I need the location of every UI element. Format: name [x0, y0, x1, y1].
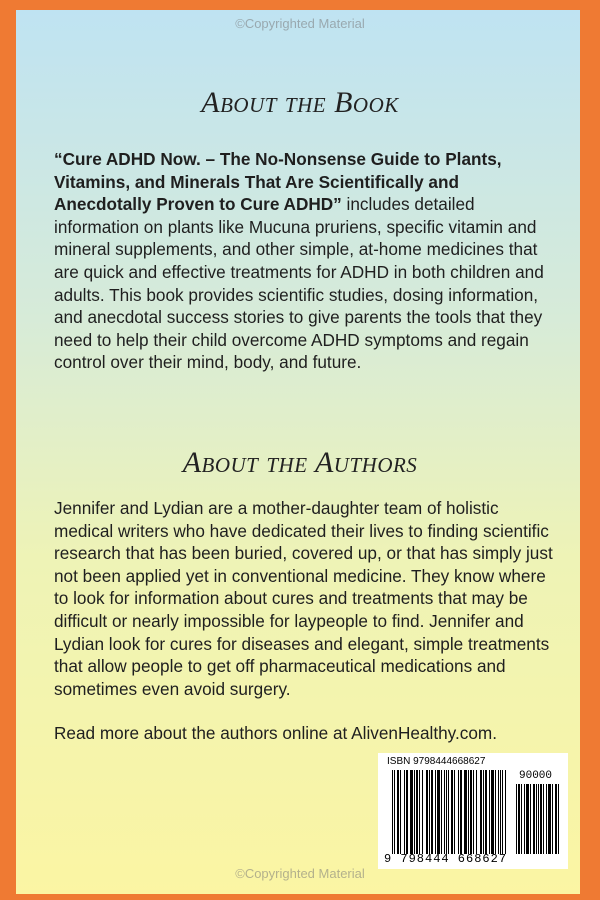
barcode-bar: [460, 770, 462, 854]
barcode-bar: [394, 770, 395, 854]
barcode-bar: [476, 770, 477, 854]
barcode-bar: [546, 784, 547, 854]
barcode-bar: [530, 784, 531, 854]
copyright-watermark-top: ©Copyrighted Material: [235, 16, 365, 31]
about-authors-heading: About the Authors: [182, 446, 418, 479]
barcode-bar: [406, 770, 408, 854]
barcode-bar: [500, 770, 501, 854]
barcode-bar: [468, 770, 469, 854]
barcode-bar: [483, 770, 484, 854]
barcode-bar: [426, 770, 428, 854]
barcode-bar: [470, 770, 472, 854]
barcode-bar: [505, 770, 506, 854]
barcode-bar: [502, 770, 503, 854]
about-book-paragraph: [54, 148, 554, 374]
barcode-bar: [491, 770, 494, 854]
barcode-bar: [416, 770, 418, 854]
barcode-bar: [448, 770, 449, 854]
barcode-bar: [495, 770, 496, 854]
barcode-bar: [458, 770, 459, 854]
barcode-addon-number: 90000: [519, 770, 553, 782]
barcode-bar: [540, 784, 542, 854]
barcode-digits: 9 798444 668627: [384, 852, 508, 866]
barcode-bar: [555, 784, 557, 854]
barcode-main-bars: [392, 770, 506, 854]
barcode-bar: [518, 784, 520, 854]
about-authors-paragraph: Jennifer and Lydian are a mother-daughter team of holistic medical writers who have dedicated their lives to finding scientific research that has been buried, covered up, or that has simply just not been applied yet in conventional medicine. They know where to look for information about cures and treatments that may be difficult or nearly impossible for laypeople to find. Jennifer and Lydian look for cures for diseases and elegant, simple treatments that allow people to get off pharmaceutical medications and sometimes even avoid surgery.: [54, 498, 553, 699]
barcode-bar: [498, 770, 499, 854]
barcode-bar: [521, 784, 522, 854]
barcode-bar: [516, 784, 517, 854]
copyright-watermark-bottom: ©Copyrighted Material: [235, 866, 365, 881]
barcode-addon-bars: [516, 784, 560, 854]
read-more-text: Read more about the authors online at AlivenHealthy.com.: [54, 723, 497, 743]
barcode-box: [378, 753, 568, 869]
barcode-bar: [473, 770, 474, 854]
barcode-bar: [543, 784, 544, 854]
book-title-bold: “Cure ADHD Now. – The No-Nonsense Guide to Plants, Vitamins, and Minerals That Are Scientifically and Anecdotally Proven to Cure ADHD”: [54, 149, 502, 215]
barcode-bar: [548, 784, 551, 854]
barcode-bar: [552, 784, 553, 854]
barcode-bar: [454, 770, 455, 854]
barcode-bar: [538, 784, 539, 854]
barcode-bar: [435, 770, 436, 854]
isbn-label: ISBN 9798444668627: [387, 756, 486, 767]
barcode-bar: [410, 770, 413, 854]
barcode-bar: [533, 784, 535, 854]
barcode-bar: [444, 770, 445, 854]
barcode-bar: [480, 770, 482, 854]
barcode-bar: [485, 770, 487, 854]
barcode-bar: [536, 784, 537, 854]
barcode-bar: [441, 770, 442, 854]
barcode-bar: [451, 770, 453, 854]
barcode-bar: [400, 770, 401, 854]
barcode-bar: [392, 770, 393, 854]
barcode-bar: [414, 770, 415, 854]
barcode-bar: [429, 770, 430, 854]
barcode-bar: [397, 770, 399, 854]
barcode-bar: [524, 784, 525, 854]
barcode-bar: [422, 770, 423, 854]
barcode-bar: [419, 770, 420, 854]
barcode-bar: [464, 770, 467, 854]
about-book-heading: About the Book: [201, 86, 399, 119]
barcode-bar: [526, 784, 529, 854]
about-book-body: includes detailed information on plants like Mucuna pruriens, specific vitamin and mineral supplements, and other simple, at-home medicines that are quick and effective treatments for ADHD in both children and adults. This book provides scientific studies, dosing information, and anecdotal success stories to give parents the tools that they need to help their child overcome ADHD symptoms and regain control over their mind, body, and future.: [54, 194, 544, 373]
barcode-bar: [446, 770, 447, 854]
barcode-bar: [404, 770, 405, 854]
barcode-bar: [437, 770, 440, 854]
barcode-bar: [558, 784, 559, 854]
barcode-bar: [489, 770, 490, 854]
barcode-bar: [431, 770, 433, 854]
